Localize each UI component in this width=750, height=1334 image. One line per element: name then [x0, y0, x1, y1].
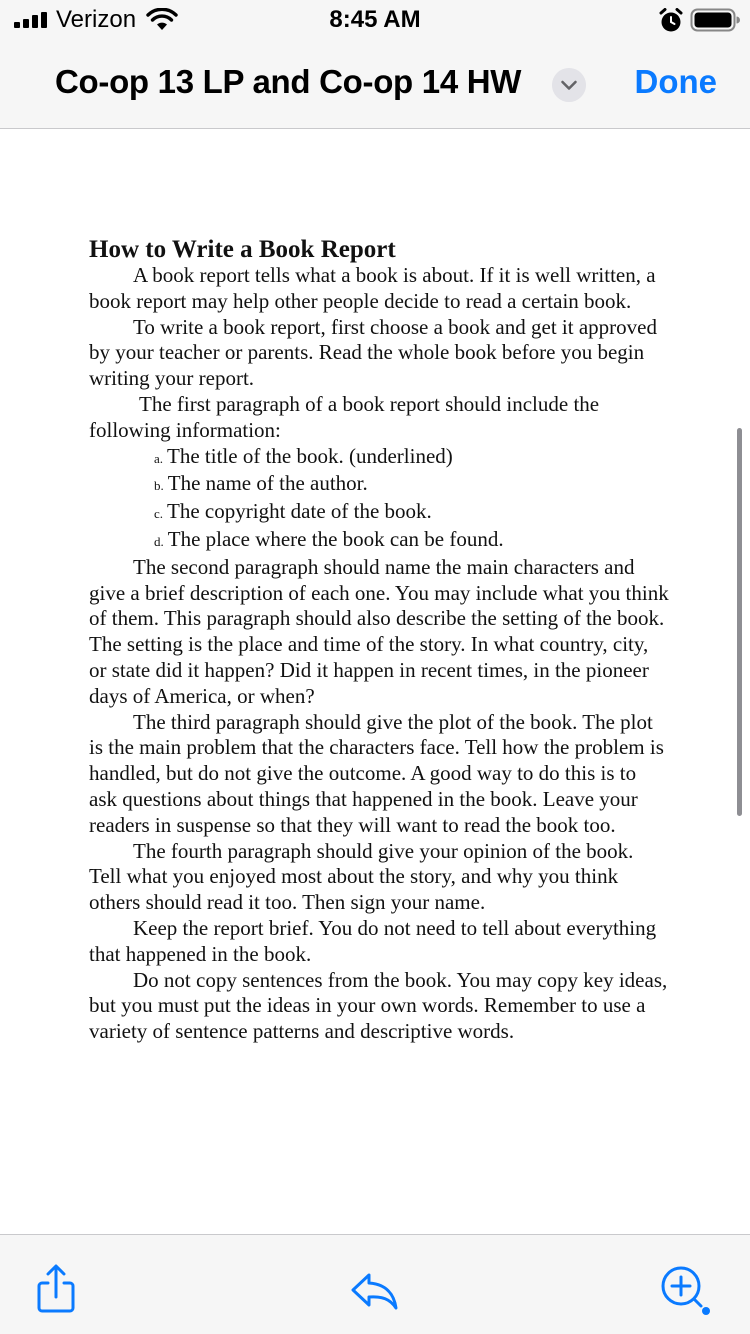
paragraph: The third paragraph should give the plot of the book. The plot is the main problem that the characters face. Tell how the problem is handled, but do not give the outcome. A good way to do this is to ask questions about things that happened in the book. Leave your readers in suspense so that they will want to read the book too.	[89, 709, 664, 837]
battery-icon	[690, 8, 740, 32]
list-letter: a.	[154, 450, 164, 466]
list-letter: d.	[154, 533, 164, 549]
status-bar	[0, 0, 750, 40]
list-item	[89, 444, 669, 472]
list-item-text: The title of the book. (underlined)	[167, 443, 453, 468]
paragraph: The second paragraph should name the main characters and give a brief description of each one. You may include what you think of them. This paragraph should also describe the setting of the book. The setting is the place and time of the story. In what country, city, or state did it happen? Did it happen in recent times, in the pioneer days of America, or when?	[89, 554, 669, 708]
list-item-text: The place where the book can be found.	[167, 526, 504, 551]
paragraph: Do not copy sentences from the book. You may copy key ideas, but you must put the ideas in your own words. Remember to use a variety of sentence patterns and descriptive words.	[89, 967, 668, 1044]
document-title[interactable]: Co-op 13 LP and Co-op 14 HW	[55, 63, 522, 100]
list-item-text: The name of the author.	[167, 471, 368, 496]
document-page[interactable]	[0, 130, 750, 1234]
list-item	[89, 499, 669, 527]
list-item-text: The copyright date of the book.	[167, 499, 432, 524]
paragraph: To write a book report, first choose a book and get it approved by your teacher or parents. Read the whole book before you begin writing your report.	[89, 314, 657, 391]
reply-arrow-icon[interactable]	[346, 1263, 402, 1319]
carrier-name: Verizon	[56, 6, 137, 33]
list-item	[89, 527, 669, 555]
paragraph: The first paragraph of a book report should include the following information:	[89, 391, 600, 442]
vertical-scrollbar[interactable]	[737, 428, 742, 816]
document-heading: How to Write a Book Report	[89, 236, 396, 263]
done-button[interactable]: Done	[634, 63, 717, 100]
paragraph: The fourth paragraph should give your opinion of the book. Tell what you enjoyed most about the story, and why you think others should read it too. Then sign your name.	[89, 838, 634, 915]
alarm-icon	[658, 8, 684, 34]
paragraph: Keep the report brief. You do not need to tell about everything that happened in the book.	[89, 915, 657, 966]
navigation-bar	[0, 40, 750, 129]
list-item	[89, 471, 669, 499]
list-letter: c.	[154, 506, 164, 522]
status-time: 8:45 AM	[329, 6, 421, 33]
share-icon[interactable]	[28, 1261, 84, 1317]
chevron-down-icon[interactable]	[552, 68, 586, 102]
markup-icon[interactable]	[656, 1261, 712, 1317]
document-content	[89, 235, 669, 1045]
bottom-toolbar	[0, 1234, 750, 1334]
paragraph: A book report tells what a book is about. If it is well written, a book report may help other people decide to read a certain book.	[89, 263, 656, 313]
list-letter: b.	[154, 478, 164, 494]
